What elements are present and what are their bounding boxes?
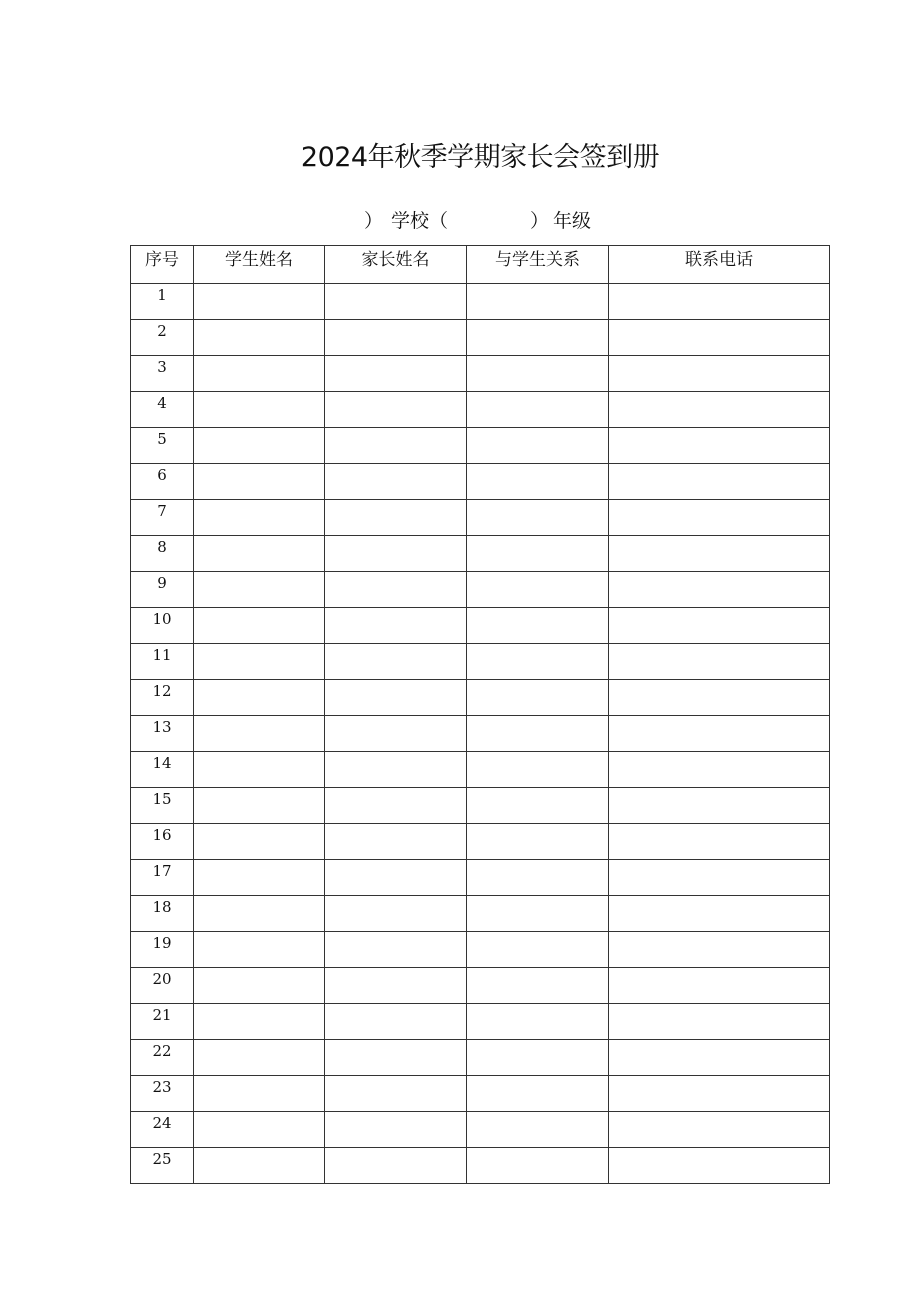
table-row xyxy=(131,680,830,716)
column-header-parent-name: 家长姓名 xyxy=(325,246,467,284)
cell-phone[interactable] xyxy=(609,896,830,932)
cell-phone[interactable] xyxy=(609,392,830,428)
table-row xyxy=(131,356,830,392)
cell-number: 7 xyxy=(131,500,194,536)
cell-number: 3 xyxy=(131,356,194,392)
cell-student-name[interactable] xyxy=(194,680,325,716)
cell-phone[interactable] xyxy=(609,752,830,788)
cell-student-name[interactable] xyxy=(194,284,325,320)
table-row xyxy=(131,320,830,356)
table-row xyxy=(131,464,830,500)
cell-number: 11 xyxy=(131,644,194,680)
cell-relationship[interactable] xyxy=(467,1004,609,1040)
cell-relationship[interactable] xyxy=(467,1112,609,1148)
table-row xyxy=(131,896,830,932)
cell-parent-name[interactable] xyxy=(325,932,467,968)
cell-student-name[interactable] xyxy=(194,1040,325,1076)
cell-relationship[interactable] xyxy=(467,284,609,320)
cell-parent-name[interactable] xyxy=(325,608,467,644)
cell-number: 10 xyxy=(131,608,194,644)
cell-number: 24 xyxy=(131,1112,194,1148)
cell-phone[interactable] xyxy=(609,500,830,536)
cell-number: 13 xyxy=(131,716,194,752)
cell-relationship[interactable] xyxy=(467,428,609,464)
cell-parent-name[interactable] xyxy=(325,788,467,824)
cell-student-name[interactable] xyxy=(194,608,325,644)
table-row xyxy=(131,932,830,968)
cell-number: 20 xyxy=(131,968,194,1004)
cell-parent-name[interactable] xyxy=(325,1148,467,1184)
cell-number: 18 xyxy=(131,896,194,932)
cell-number: 12 xyxy=(131,680,194,716)
cell-parent-name[interactable] xyxy=(325,392,467,428)
cell-relationship[interactable] xyxy=(467,356,609,392)
cell-parent-name[interactable] xyxy=(325,752,467,788)
column-header-relationship: 与学生关系 xyxy=(467,246,609,284)
cell-student-name[interactable] xyxy=(194,1148,325,1184)
cell-relationship[interactable] xyxy=(467,860,609,896)
cell-phone[interactable] xyxy=(609,572,830,608)
cell-parent-name[interactable] xyxy=(325,680,467,716)
cell-phone[interactable] xyxy=(609,284,830,320)
cell-parent-name[interactable] xyxy=(325,284,467,320)
cell-relationship[interactable] xyxy=(467,680,609,716)
table-row xyxy=(131,500,830,536)
cell-student-name[interactable] xyxy=(194,752,325,788)
table-row xyxy=(131,608,830,644)
cell-relationship[interactable] xyxy=(467,1076,609,1112)
cell-number: 14 xyxy=(131,752,194,788)
cell-phone[interactable] xyxy=(609,1004,830,1040)
cell-number: 2 xyxy=(131,320,194,356)
grade-close-paren: ） xyxy=(530,210,550,232)
cell-parent-name[interactable] xyxy=(325,824,467,860)
cell-student-name[interactable] xyxy=(194,392,325,428)
cell-relationship[interactable] xyxy=(467,896,609,932)
table-row xyxy=(131,968,830,1004)
cell-number: 6 xyxy=(131,464,194,500)
cell-number: 9 xyxy=(131,572,194,608)
table-row xyxy=(131,1004,830,1040)
cell-relationship[interactable] xyxy=(467,788,609,824)
cell-student-name[interactable] xyxy=(194,320,325,356)
table-row xyxy=(131,572,830,608)
cell-phone[interactable] xyxy=(609,320,830,356)
cell-parent-name[interactable] xyxy=(325,644,467,680)
cell-parent-name[interactable] xyxy=(325,500,467,536)
cell-relationship[interactable] xyxy=(467,716,609,752)
school-grade-line xyxy=(364,206,591,236)
school-label: 学校（ xyxy=(391,210,449,232)
cell-parent-name[interactable] xyxy=(325,428,467,464)
cell-relationship[interactable] xyxy=(467,932,609,968)
cell-student-name[interactable] xyxy=(194,824,325,860)
cell-number: 15 xyxy=(131,788,194,824)
table-row xyxy=(131,752,830,788)
cell-relationship[interactable] xyxy=(467,644,609,680)
cell-relationship[interactable] xyxy=(467,572,609,608)
cell-number: 17 xyxy=(131,860,194,896)
cell-student-name[interactable] xyxy=(194,1112,325,1148)
cell-phone[interactable] xyxy=(609,464,830,500)
cell-number: 4 xyxy=(131,392,194,428)
cell-relationship[interactable] xyxy=(467,536,609,572)
cell-student-name[interactable] xyxy=(194,788,325,824)
cell-phone[interactable] xyxy=(609,788,830,824)
cell-phone[interactable] xyxy=(609,536,830,572)
cell-parent-name[interactable] xyxy=(325,536,467,572)
table-row xyxy=(131,824,830,860)
cell-parent-name[interactable] xyxy=(325,1112,467,1148)
column-header-student-name: 学生姓名 xyxy=(194,246,325,284)
table-row xyxy=(131,788,830,824)
cell-number: 5 xyxy=(131,428,194,464)
cell-student-name[interactable] xyxy=(194,896,325,932)
cell-phone[interactable] xyxy=(609,716,830,752)
cell-number: 25 xyxy=(131,1148,194,1184)
table-row xyxy=(131,1040,830,1076)
cell-phone[interactable] xyxy=(609,824,830,860)
cell-parent-name[interactable] xyxy=(325,860,467,896)
table-row xyxy=(131,860,830,896)
table-row xyxy=(131,716,830,752)
cell-student-name[interactable] xyxy=(194,716,325,752)
table-row xyxy=(131,284,830,320)
cell-student-name[interactable] xyxy=(194,500,325,536)
cell-number: 22 xyxy=(131,1040,194,1076)
cell-parent-name[interactable] xyxy=(325,1004,467,1040)
table-header-row xyxy=(131,246,830,284)
cell-phone[interactable] xyxy=(609,860,830,896)
cell-student-name[interactable] xyxy=(194,932,325,968)
cell-relationship[interactable] xyxy=(467,500,609,536)
cell-phone[interactable] xyxy=(609,680,830,716)
cell-parent-name[interactable] xyxy=(325,896,467,932)
cell-number: 21 xyxy=(131,1004,194,1040)
cell-relationship[interactable] xyxy=(467,464,609,500)
cell-parent-name[interactable] xyxy=(325,1040,467,1076)
cell-relationship[interactable] xyxy=(467,392,609,428)
cell-relationship[interactable] xyxy=(467,320,609,356)
table-row xyxy=(131,644,830,680)
cell-phone[interactable] xyxy=(609,1076,830,1112)
cell-phone[interactable] xyxy=(609,968,830,1004)
cell-number: 23 xyxy=(131,1076,194,1112)
cell-relationship[interactable] xyxy=(467,752,609,788)
cell-phone[interactable] xyxy=(609,1148,830,1184)
cell-student-name[interactable] xyxy=(194,1004,325,1040)
cell-number: 1 xyxy=(131,284,194,320)
column-header-number: 序号 xyxy=(131,246,194,284)
cell-parent-name[interactable] xyxy=(325,320,467,356)
cell-parent-name[interactable] xyxy=(325,464,467,500)
cell-phone[interactable] xyxy=(609,428,830,464)
table-row xyxy=(131,428,830,464)
cell-relationship[interactable] xyxy=(467,968,609,1004)
table-row xyxy=(131,1148,830,1184)
cell-student-name[interactable] xyxy=(194,860,325,896)
page-title: 2024年秋季学期家长会签到册 xyxy=(300,142,660,173)
cell-number: 16 xyxy=(131,824,194,860)
cell-phone[interactable] xyxy=(609,1040,830,1076)
cell-student-name[interactable] xyxy=(194,572,325,608)
sign-in-table xyxy=(130,245,830,1184)
cell-student-name[interactable] xyxy=(194,644,325,680)
cell-parent-name[interactable] xyxy=(325,572,467,608)
cell-phone[interactable] xyxy=(609,1112,830,1148)
cell-student-name[interactable] xyxy=(194,464,325,500)
cell-parent-name[interactable] xyxy=(325,716,467,752)
cell-relationship[interactable] xyxy=(467,608,609,644)
cell-student-name[interactable] xyxy=(194,356,325,392)
cell-student-name[interactable] xyxy=(194,1076,325,1112)
cell-number: 8 xyxy=(131,536,194,572)
cell-relationship[interactable] xyxy=(467,1148,609,1184)
cell-parent-name[interactable] xyxy=(325,1076,467,1112)
table-row xyxy=(131,536,830,572)
cell-phone[interactable] xyxy=(609,644,830,680)
cell-relationship[interactable] xyxy=(467,824,609,860)
column-header-phone: 联系电话 xyxy=(609,246,830,284)
table-row xyxy=(131,1076,830,1112)
cell-parent-name[interactable] xyxy=(325,968,467,1004)
school-close-paren: ） xyxy=(364,210,384,232)
cell-student-name[interactable] xyxy=(194,968,325,1004)
cell-phone[interactable] xyxy=(609,932,830,968)
grade-label: 年级 xyxy=(553,210,592,232)
cell-phone[interactable] xyxy=(609,608,830,644)
cell-student-name[interactable] xyxy=(194,536,325,572)
table-row xyxy=(131,1112,830,1148)
cell-number: 19 xyxy=(131,932,194,968)
cell-relationship[interactable] xyxy=(467,1040,609,1076)
cell-parent-name[interactable] xyxy=(325,356,467,392)
cell-phone[interactable] xyxy=(609,356,830,392)
table-body xyxy=(131,284,830,1184)
cell-student-name[interactable] xyxy=(194,428,325,464)
table-row xyxy=(131,392,830,428)
